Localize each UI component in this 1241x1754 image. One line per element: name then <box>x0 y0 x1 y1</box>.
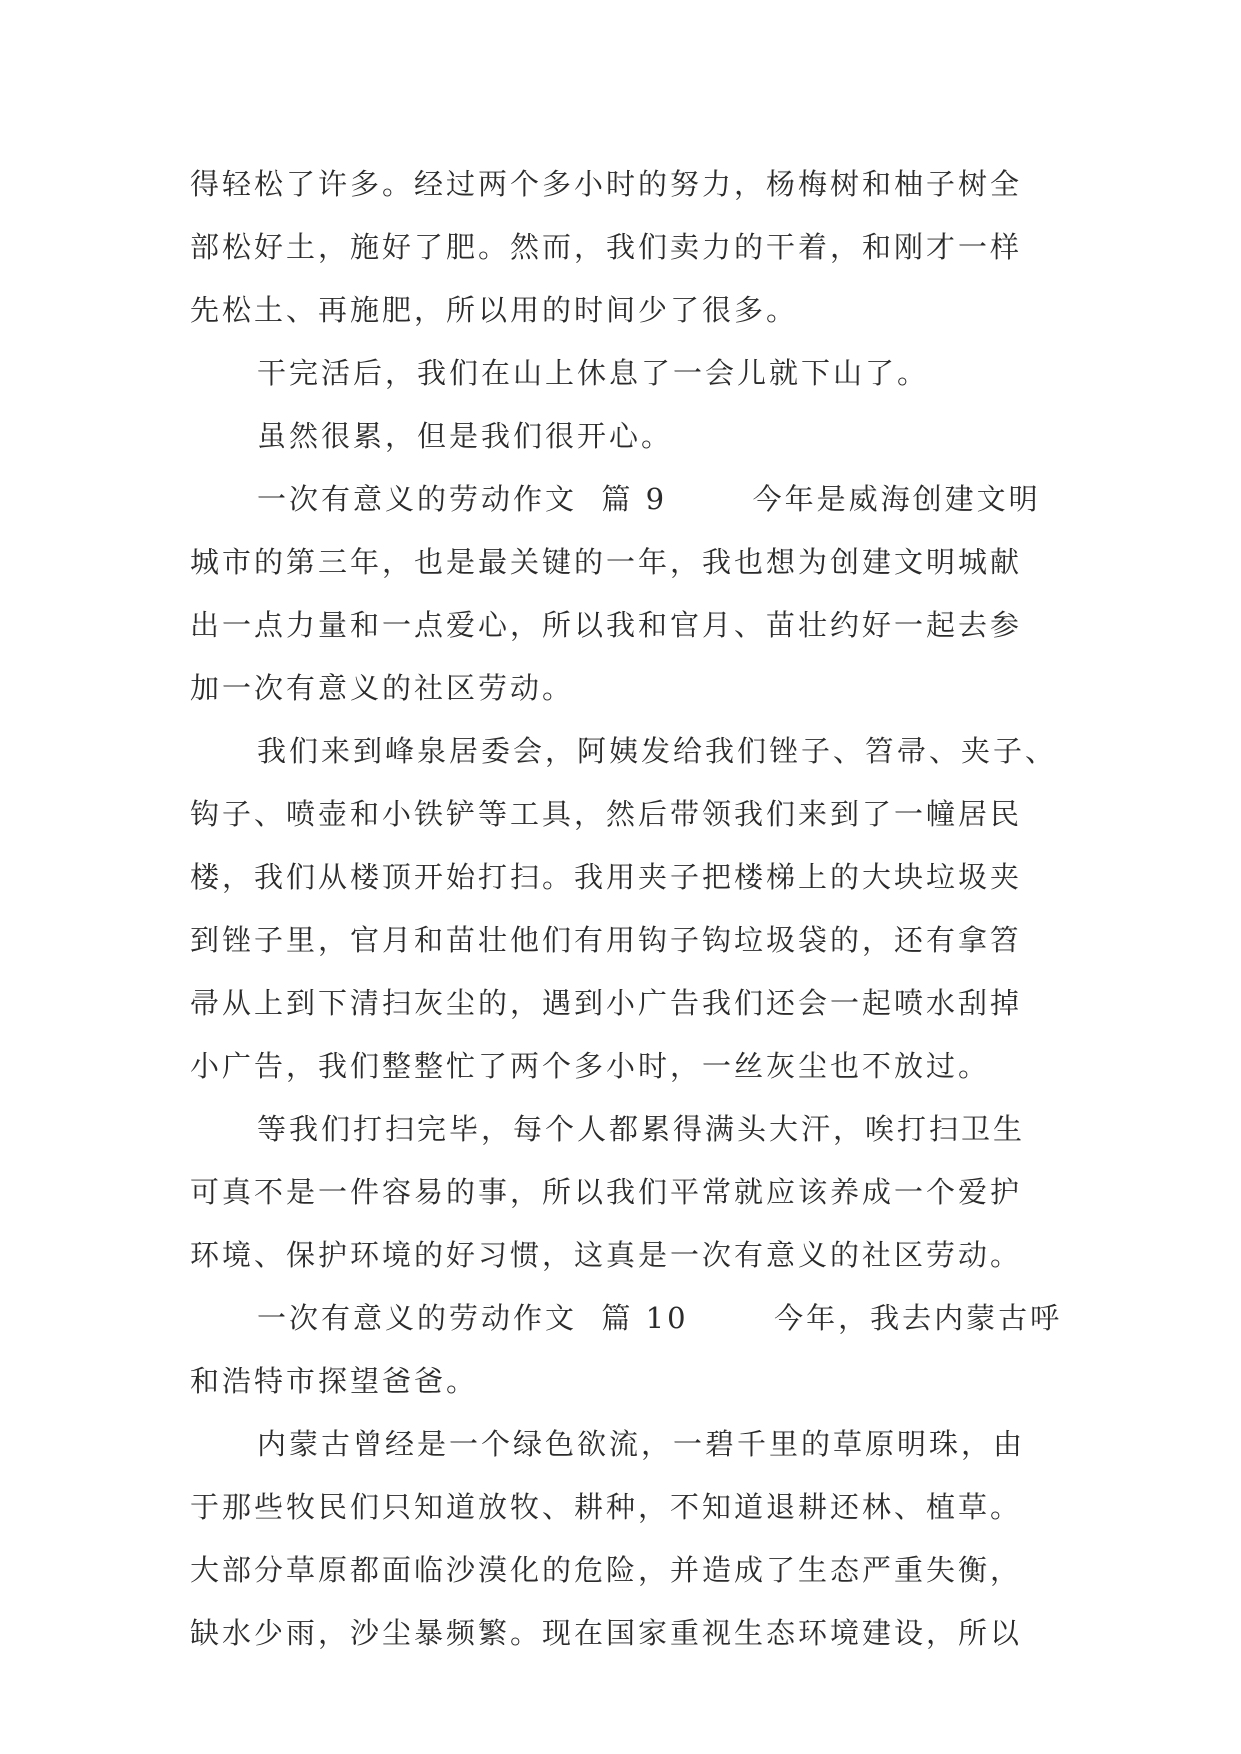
text-line: 虽然很累，但是我们很开心。 <box>257 419 674 453</box>
text-line: 可真不是一件容易的事，所以我们平常就应该养成一个爱护 <box>190 1175 1023 1209</box>
section-heading-line: 一次有意义的劳动作文 篇 10 今年，我去内蒙古呼 <box>257 1301 1063 1335</box>
document-body <box>190 156 1063 1668</box>
text-line: 环境、保护环境的好习惯，这真是一次有意义的社区劳动。 <box>190 1238 1023 1272</box>
text-line: 得轻松了许多。经过两个多小时的努力，杨梅树和柚子树全 <box>190 167 1023 201</box>
text-line: 缺水少雨，沙尘暴频繁。现在国家重视生态环境建设，所以 <box>190 1616 1023 1650</box>
text-line: 楼，我们从楼顶开始打扫。我用夹子把楼梯上的大块垃圾夹 <box>190 860 1023 894</box>
text-line: 等我们打扫完毕，每个人都累得满头大汗，唉打扫卫生 <box>257 1112 1026 1146</box>
text-line: 内蒙古曾经是一个绿色欲流，一碧千里的草原明珠，由 <box>257 1427 1026 1461</box>
text-line: 我们来到峰泉居委会，阿姨发给我们锉子、笤帚、夹子、 <box>257 734 1058 768</box>
section-heading-line: 一次有意义的劳动作文 篇 9 今年是威海创建文明 <box>257 482 1041 516</box>
text-line: 和浩特市探望爸爸。 <box>190 1364 479 1398</box>
text-line: 出一点力量和一点爱心，所以我和官月、苗壮约好一起去参 <box>190 608 1023 642</box>
text-line: 帚从上到下清扫灰尘的，遇到小广告我们还会一起喷水刮掉 <box>190 986 1023 1020</box>
text-line: 到锉子里，官月和苗壮他们有用钩子钩垃圾袋的，还有拿笤 <box>190 923 1023 957</box>
text-line: 先松土、再施肥，所以用的时间少了很多。 <box>190 293 799 327</box>
text-line: 加一次有意义的社区劳动。 <box>190 671 575 705</box>
text-line: 城市的第三年，也是最关键的一年，我也想为创建文明城献 <box>190 545 1023 579</box>
text-line: 钩子、喷壶和小铁铲等工具，然后带领我们来到了一幢居民 <box>190 797 1023 831</box>
text-line: 干完活后，我们在山上休息了一会儿就下山了。 <box>257 356 930 390</box>
text-line: 于那些牧民们只知道放牧、耕种，不知道退耕还林、植草。 <box>190 1490 1023 1524</box>
text-line: 小广告，我们整整忙了两个多小时，一丝灰尘也不放过。 <box>190 1049 991 1083</box>
text-line: 大部分草原都面临沙漠化的危险，并造成了生态严重失衡， <box>190 1553 1023 1587</box>
text-line: 部松好土，施好了肥。然而，我们卖力的干着，和刚才一样 <box>190 230 1023 264</box>
